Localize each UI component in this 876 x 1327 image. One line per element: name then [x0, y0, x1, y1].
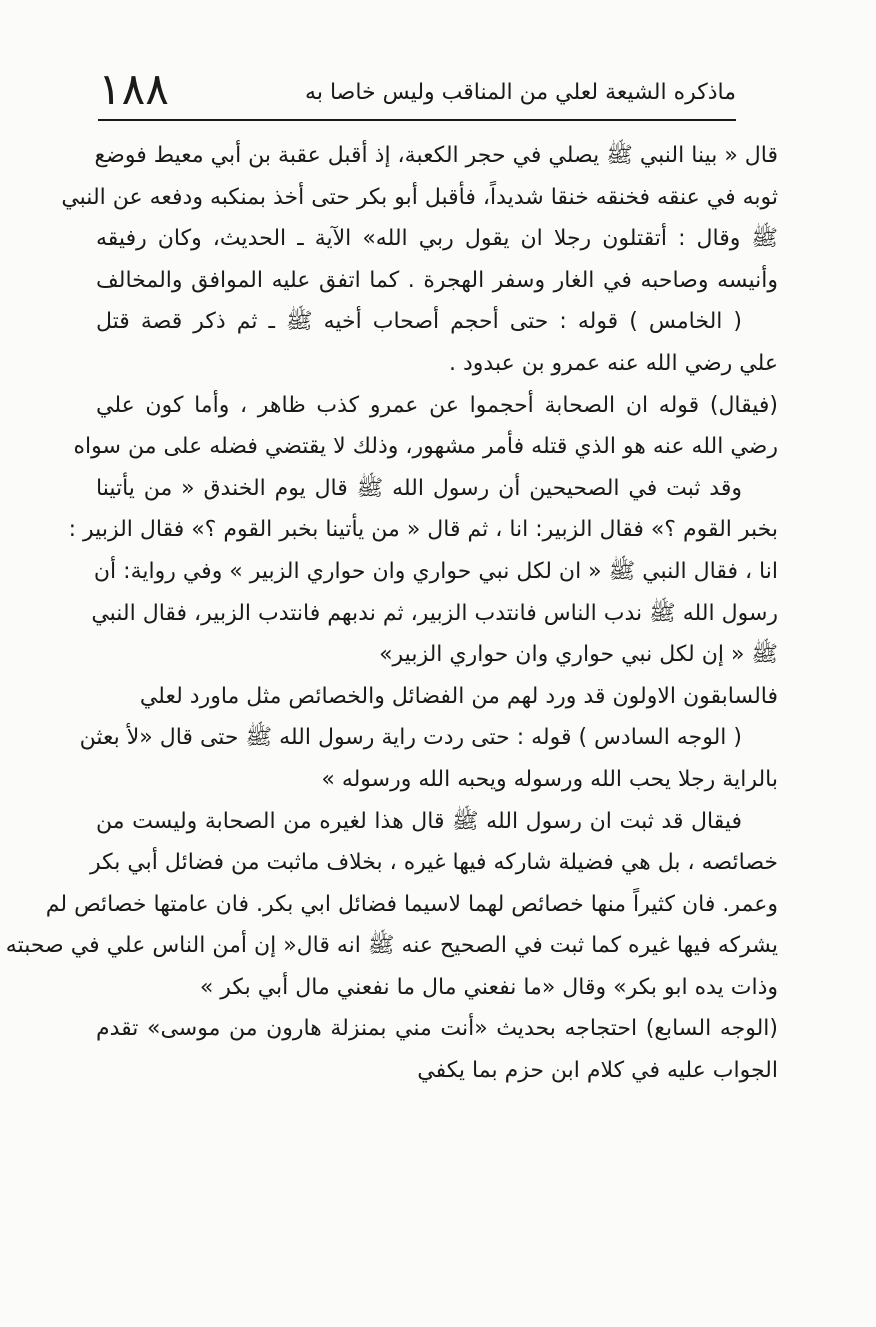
text-line: رضي الله عنه هو الذي قتله فأمر مشهور، وذلك لا يقتضي فضله على من سواه	[73, 434, 778, 460]
text-line: فيقال قد ثبت ان رسول الله ﷺ قال هذا لغيره من الصحابة وليست من	[96, 808, 742, 834]
text-line: بخبر القوم ؟» فقال الزبير: انا ، ثم قال « من يأتينا بخبر القوم ؟» فقال الزبير :	[68, 517, 778, 543]
text-line: وقد ثبت في الصحيحين أن رسول الله ﷺ قال يوم الخندق « من يأتينا	[96, 475, 742, 501]
text-line: يشركه فيها غيره كما ثبت في الصحيح عنه ﷺ انه قال« إن أمن الناس علي في صحبته	[5, 933, 778, 959]
page-header	[98, 56, 736, 115]
text-line: وذات يده ابو بكر» وقال «ما نفعني مال ما نفعني مال أبي بكر »	[199, 974, 778, 1000]
text-line: وأنيسه وصاحبه في الغار وسفر الهجرة . كما اتفق عليه الموافق والمخالف	[96, 267, 778, 293]
text-line: بالراية رجلا يحب الله ورسوله ويحبه الله ورسوله »	[321, 766, 778, 792]
text-line: ( الخامس ) قوله : حتى أحجم أصحاب أخيه ﷺ ـ ثم ذكر قصة قتل	[96, 309, 742, 335]
text-line: ( الوجه السادس ) قوله : حتى ردت راية رسول الله ﷺ حتى قال «لأ بعثن	[79, 725, 742, 751]
text-line: رسول الله ﷺ ندب الناس فانتدب الزبير، ثم ندبهم فانتدب الزبير، فقال النبي	[91, 600, 778, 626]
text-line: قال « بينا النبي ﷺ يصلي في حجر الكعبة، إذ أقبل عقبة بن أبي معيط فوضع	[94, 143, 778, 168]
running-head: ماذكره الشيعة لعلي من المناقب وليس خاصا به	[305, 80, 736, 105]
text-line: الجواب عليه في كلام ابن حزم بما يكفي	[417, 1058, 778, 1084]
text-line: انا ، فقال النبي ﷺ « ان لكل نبي حواري وان حواري الزبير » وفي رواية: أن	[93, 558, 778, 584]
text-line: (الوجه السابع) احتجاجه بحديث «أنت مني بمنزلة هارون من موسى» تقدم	[96, 1016, 778, 1042]
page-body	[5, 135, 778, 1092]
text-line: علي رضي الله عنه عمرو بن عبدود .	[448, 350, 778, 376]
text-line: خصائصه ، بل هي فضيلة شاركه فيها غيره ، بخلاف ماثبت من فضائل أبي بكر	[89, 850, 778, 876]
header-rule	[98, 119, 736, 121]
text-line: ثوبه في عنقه فخنقه خنقا شديداً، فأقبل أبو بكر حتى أخذ بمنكبه ودفعه عن النبي	[61, 184, 778, 210]
text-line: فالسابقون الاولون قد ورد لهم من الفضائل والخصائص مثل ماورد لعلي	[139, 683, 778, 709]
text-line: ﷺ وقال : أتقتلون رجلا ان يقول ربي الله» الآية ـ الحديث، وكان رفيقه	[96, 226, 778, 252]
page-number: ١٨٨	[98, 64, 169, 115]
text-line: (فيقال) قوله ان الصحابة أحجموا عن عمرو كذب ظاهر ، وأما كون علي	[96, 392, 778, 418]
text-line: وعمر. فان كثيراً منها خصائص لهما لاسيما فضائل ابي بكر. فان عامتها خصائص لم	[45, 891, 778, 917]
text-line: ﷺ « إن لكل نبي حواري وان حواري الزبير»	[379, 642, 778, 668]
